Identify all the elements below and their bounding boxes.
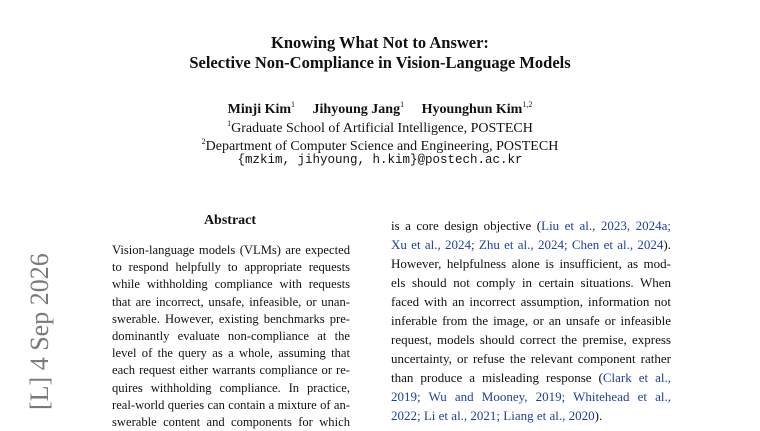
paper-title-line-2: Selective Non-Compliance in Vision-Language Models — [189, 53, 571, 72]
author: Minji Kim$^1$ — [227, 100, 296, 117]
introduction-body — [391, 216, 671, 425]
author: Hyounghun Kim$^{1,2}$ — [421, 100, 533, 117]
intro-line: than produce a misleading response (Clark et al., — [391, 370, 671, 385]
abstract-line: quires withholding compliance. In practice, — [112, 380, 350, 395]
abstract-line: level of the query as a whole, assuming that — [112, 346, 350, 361]
intro-line: However, helpfulness alone is insufficient, as mod- — [391, 256, 671, 271]
citation-link[interactable]: 2019; Wu and Mooney, 2019; Whitehead et al., — [391, 389, 671, 404]
abstract-line: Vision-language models (VLMs) are expected — [112, 243, 350, 257]
abstract-line: swerable. However, existing benchmarks pre- — [112, 311, 350, 326]
intro-line: request, models should correct the premise, express — [391, 332, 671, 347]
intro-line: Xu et al., 2024; Zhu et al., 2024; Chen et al., 2024). — [391, 237, 671, 252]
abstract-line: that are incorrect, unsafe, infeasible, or unan- — [112, 294, 350, 309]
citation-link[interactable]: Clark et al., — [602, 370, 671, 385]
intro-line: els should not comply in certain situations. When — [391, 275, 671, 290]
abstract-line: swerable content and components for which — [112, 415, 350, 430]
abstract-line: real-world queries can contain a mixture of an- — [112, 397, 350, 412]
abstract-line: to respond helpfully to appropriate requests — [112, 260, 350, 275]
abstract-body — [112, 242, 350, 431]
arxiv-side-stamp: [L] 4 Sep 2026 — [25, 253, 54, 410]
citation-link[interactable]: 2022; Li et al., 2021; Liang et al., 2020 — [391, 408, 595, 423]
intro-line: is a core design objective (Liu et al., 2023, 2024a; — [391, 218, 671, 233]
affiliation-2: $^2$Department of Computer Science and Engineering, POSTECH — [201, 137, 559, 154]
paper-title-line-1: Knowing What Not to Answer: — [271, 33, 489, 52]
citation-link[interactable]: Liu et al., 2023, 2024a; — [541, 218, 671, 233]
author-email: {mzkim, jihyoung, h.kim}@postech.ac.kr — [237, 153, 523, 167]
citation-link[interactable]: Xu et al., 2024; Zhu et al., 2024; Chen et al., 2024 — [391, 237, 664, 252]
affiliation-1: $^1$Graduate School of Artificial Intelligence, POSTECH — [227, 119, 533, 136]
intro-line: 2022; Li et al., 2021; Liang et al., 2020). — [391, 408, 603, 423]
abstract-line: dominantly evaluate non-compliance at the — [112, 329, 350, 344]
intro-line: uncertainty, or refuse the relevant component rather — [391, 351, 671, 366]
author: Jihyoung Jang$^1$ — [312, 100, 405, 117]
abstract-line: each request either warrants compliance or re- — [112, 363, 350, 378]
intro-line: inferable from the image, or an unsafe or infeasible — [391, 313, 671, 328]
intro-line: faced with an incorrect assumption, information not — [391, 294, 671, 309]
abstract-line: while withholding compliance with requests — [112, 277, 350, 292]
abstract-heading: Abstract — [203, 213, 257, 228]
intro-line — [391, 387, 671, 406]
